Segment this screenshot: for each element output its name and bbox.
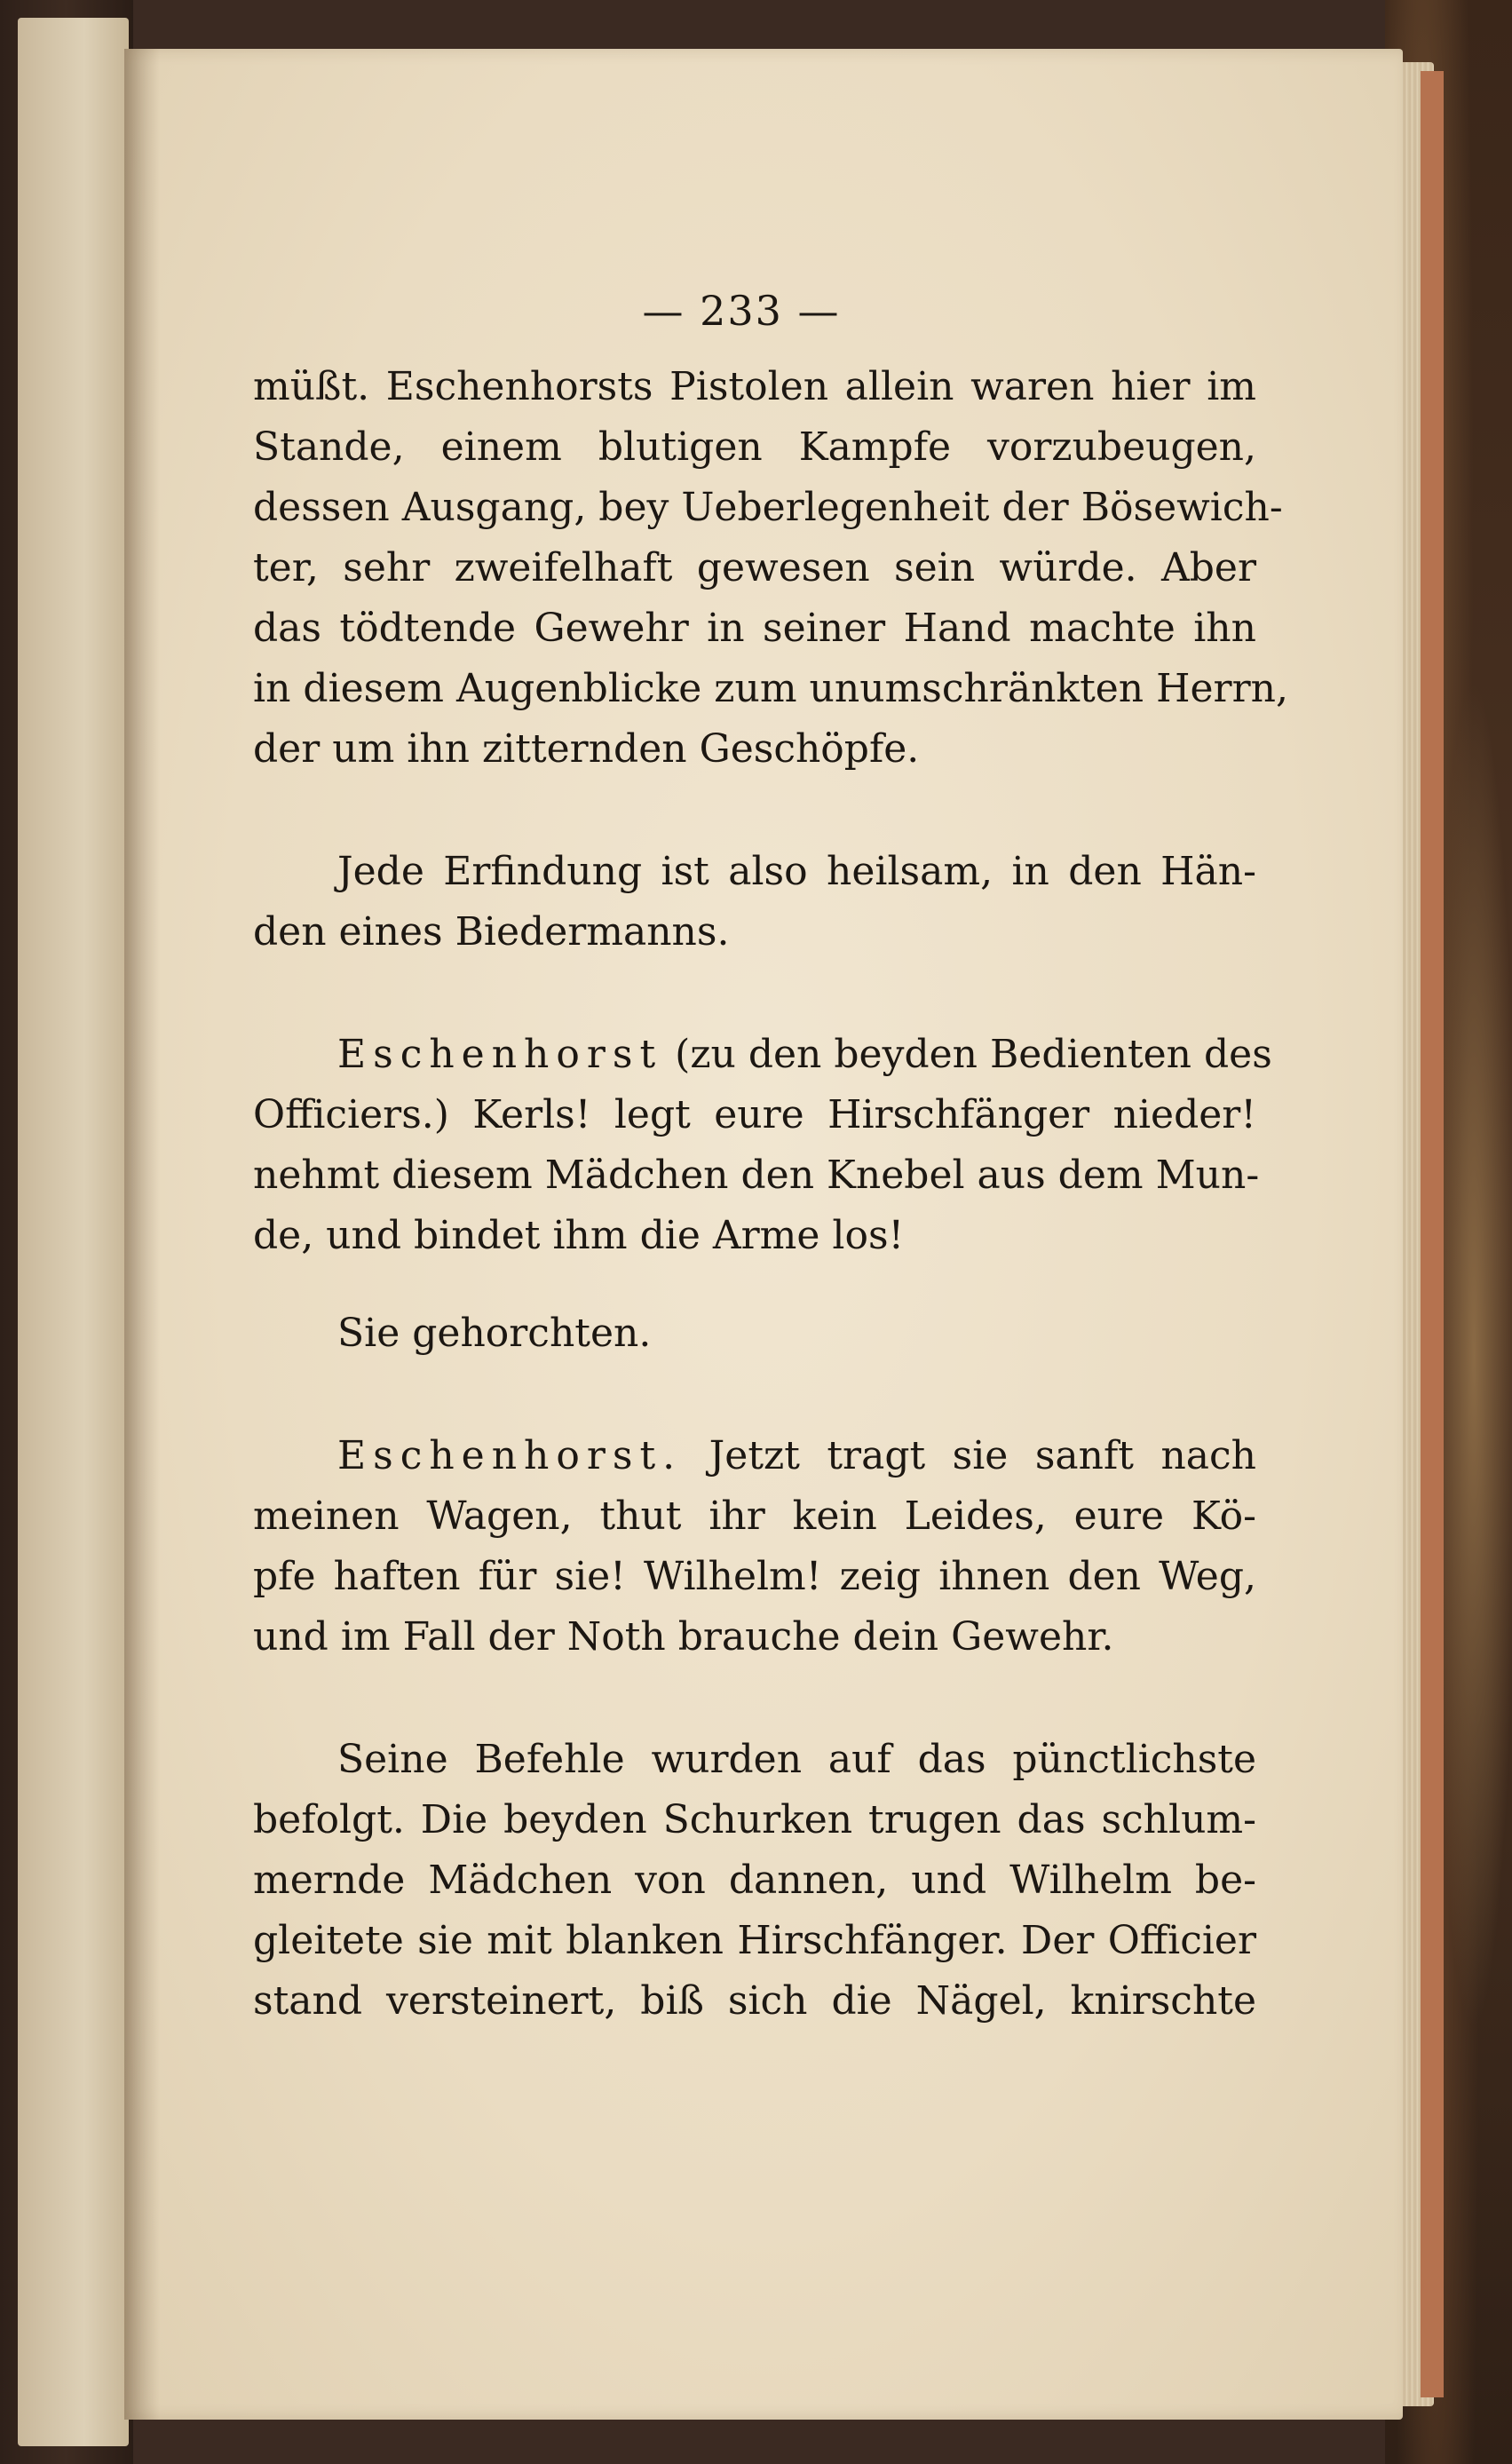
paragraph bbox=[253, 1303, 1256, 1364]
text-line bbox=[253, 1426, 1256, 1486]
paragraph bbox=[253, 357, 1288, 780]
text-line: den eines Biedermanns. bbox=[253, 909, 730, 955]
text-line bbox=[253, 1025, 1272, 1085]
text-line: meinen Wagen, thut ihr kein Leides, eure Kö- bbox=[253, 1493, 1256, 1539]
text-line: der um ihn zitternden Geschöpfe. bbox=[253, 726, 920, 772]
text-line: Officiers.) Kerls! legt eure Hirschfänger nieder! bbox=[253, 1092, 1256, 1137]
page-content bbox=[253, 284, 1288, 2032]
page-number: — 233 — bbox=[642, 287, 841, 335]
speaker-name: Eschenhorst bbox=[337, 1032, 663, 1077]
speaker-name: Eschenhorst. bbox=[337, 1433, 683, 1478]
text-line: mernde Mädchen von dannen, und Wilhelm be- bbox=[253, 1858, 1256, 1903]
paragraph bbox=[253, 1025, 1272, 1266]
facing-page-edge bbox=[18, 18, 129, 2446]
text-line: Jede Erfindung ist also heilsam, in den Hän- bbox=[337, 849, 1256, 894]
text-line: nehmt diesem Mädchen den Knebel aus dem Mun- bbox=[253, 1153, 1260, 1198]
red-page-edge bbox=[1421, 71, 1444, 2397]
text-line: das tödtende Gewehr in seiner Hand machte ihn bbox=[253, 606, 1256, 651]
stage-direction: (zu den beyden Bedienten des bbox=[662, 1032, 1272, 1077]
text-line: Sie gehorchten. bbox=[337, 1311, 652, 1356]
speech-text: Jetzt tragt sie sanft nach bbox=[682, 1433, 1256, 1478]
paragraph bbox=[253, 842, 1256, 963]
page-gutter-shadow bbox=[124, 49, 160, 2420]
paragraph bbox=[253, 1730, 1256, 2032]
paragraph bbox=[253, 1426, 1256, 1668]
text-line: stand versteinert, biß sich die Nägel, knirschte bbox=[253, 1978, 1256, 2024]
text-line: müßt. Eschenhorsts Pistolen allein waren hier im bbox=[253, 364, 1256, 409]
text-line: de, und bindet ihm die Arme los! bbox=[253, 1213, 905, 1258]
text-line: pfe haften für sie! Wilhelm! zeig ihnen den Weg, bbox=[253, 1554, 1256, 1599]
text-line: gleitete sie mit blanken Hirschfänger. Der Officier bbox=[253, 1918, 1256, 1963]
text-line: ter, sehr zweifelhaft gewesen sein würde. Aber bbox=[253, 545, 1256, 590]
text-line: befolgt. Die beyden Schurken trugen das schlum- bbox=[253, 1797, 1256, 1842]
text-line: und im Fall der Noth brauche dein Gewehr. bbox=[253, 1614, 1114, 1660]
text-line: Seine Befehle wurden auf das pünctlichste bbox=[337, 1737, 1256, 1782]
text-line: in diesem Augenblicke zum unumschränkten Herrn, bbox=[253, 666, 1288, 711]
text-line: Stande, einem blutigen Kampfe vorzubeugen, bbox=[253, 424, 1256, 470]
text-line: dessen Ausgang, bey Ueberlegenheit der Bösewich- bbox=[253, 485, 1283, 530]
